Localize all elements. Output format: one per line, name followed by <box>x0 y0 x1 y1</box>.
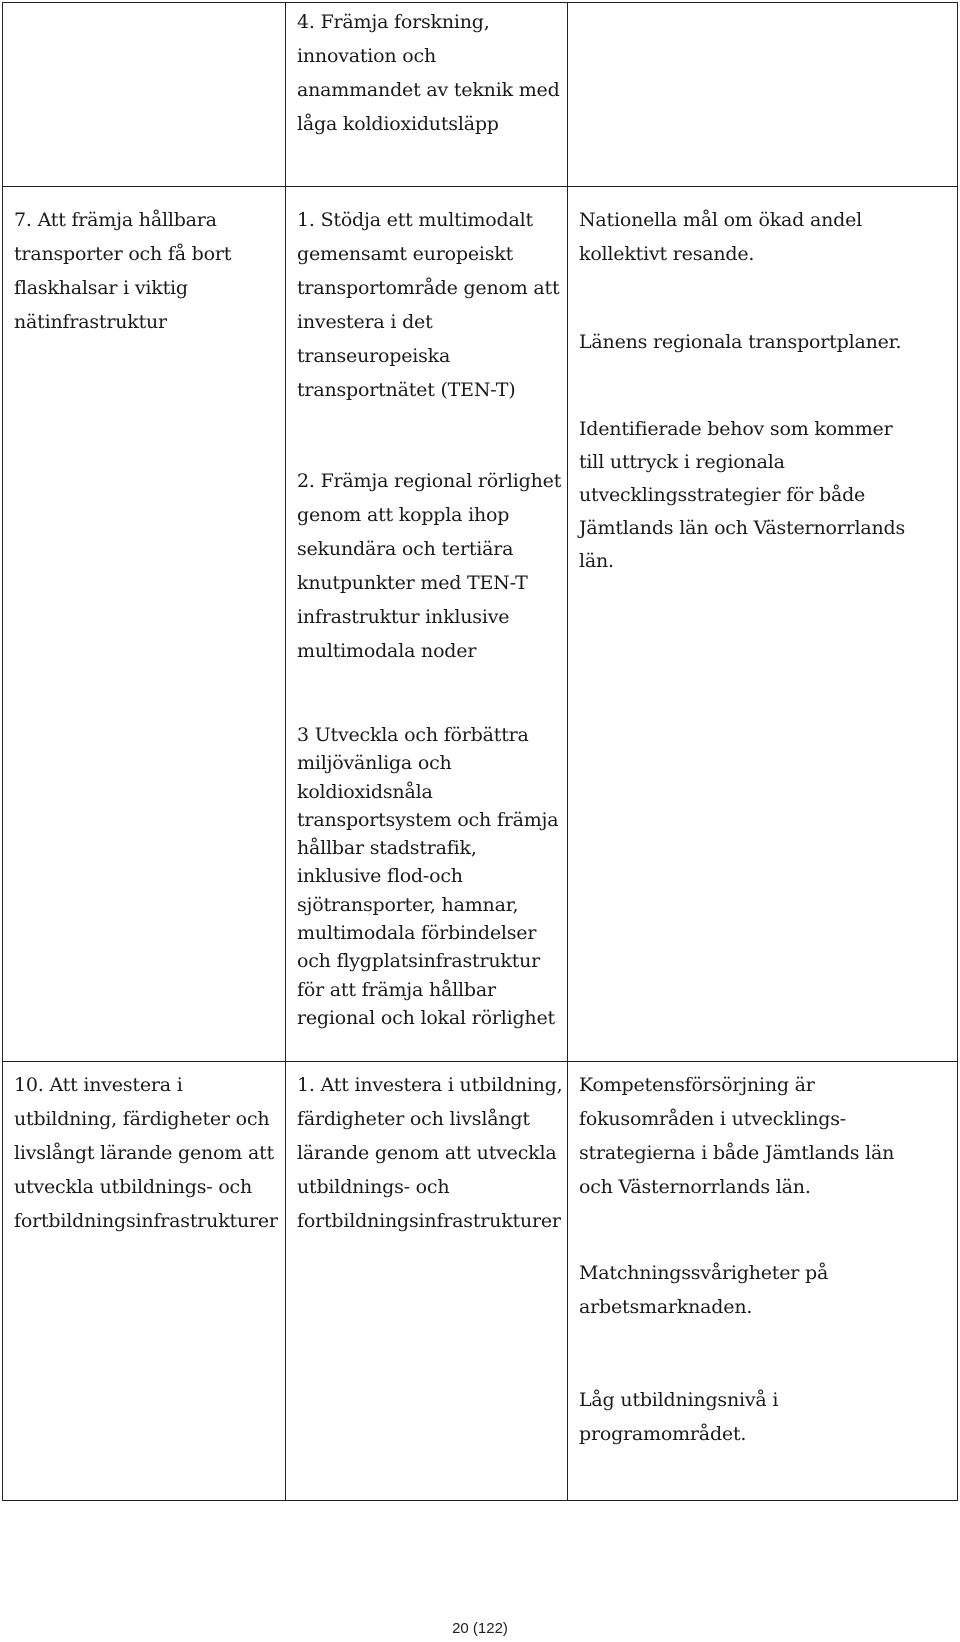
row-divider-1 <box>3 186 957 187</box>
row2-investment-priority-3: 3 Utveckla och förbättra miljövänliga och koldioxidsnåla transportsystem och främja hållbar stadstrafik, inklusive flod-och sjötransporter, hamnar, multimodala förbindelser och flygplatsinfrastruktur för att främja hållbar regional och lokal rörlighet <box>297 724 559 1029</box>
row3-thematic-objective: 10. Att investera i utbildning, färdigheter och livslångt lärande genom att utveckla utbildnings- och fortbildningsinfrastrukturer <box>14 1074 278 1232</box>
page-number: 20 (122) <box>452 1620 508 1637</box>
row2-justification-national-goals: Nationella mål om ökad andel kollektivt resande. <box>579 209 862 265</box>
row2-investment-priority-1: 1. Stödja ett multimodalt gemensamt europeiskt transportområde genom att investera i det transeuropeiska transportnätet (TEN-T) <box>297 209 560 401</box>
row2-thematic-objective: 7. Att främja hållbara transporter och få bort flaskhalsar i viktig nätinfrastruktur <box>14 209 232 333</box>
row-divider-2 <box>3 1061 957 1062</box>
row2-justification-identified-needs: Identifierade behov som kommer till uttryck i regionala utvecklingsstrategier för både Jämtlands län och Västernorrlands län. <box>579 418 906 572</box>
row3-justification-matching: Matchningssvårigheter på arbetsmarknaden. <box>579 1262 829 1318</box>
row3-justification-education-level: Låg utbildningsnivå i programområdet. <box>579 1389 779 1445</box>
row1-objective-4: 4. Främja forskning, innovation och anammandet av teknik med låga koldioxidutsläpp <box>297 11 560 135</box>
column-divider-2 <box>567 3 568 1500</box>
row2-justification-transport-plans: Länens regionala transportplaner. <box>579 331 902 353</box>
row3-investment-priority: 1. Att investera i utbildning, färdigheter och livslångt lärande genom att utveckla utbildnings- och fortbildningsinfrastrukturer <box>297 1074 563 1232</box>
column-divider-1 <box>285 3 286 1500</box>
row2-investment-priority-2: 2. Främja regional rörlighet genom att koppla ihop sekundära och tertiära knutpunkter med TEN-T infrastruktur inklusive multimodala noder <box>297 470 562 662</box>
row3-justification-competence: Kompetensförsörjning är fokusområden i utvecklings- strategierna i både Jämtlands län och Västernorrlands län. <box>579 1074 895 1198</box>
